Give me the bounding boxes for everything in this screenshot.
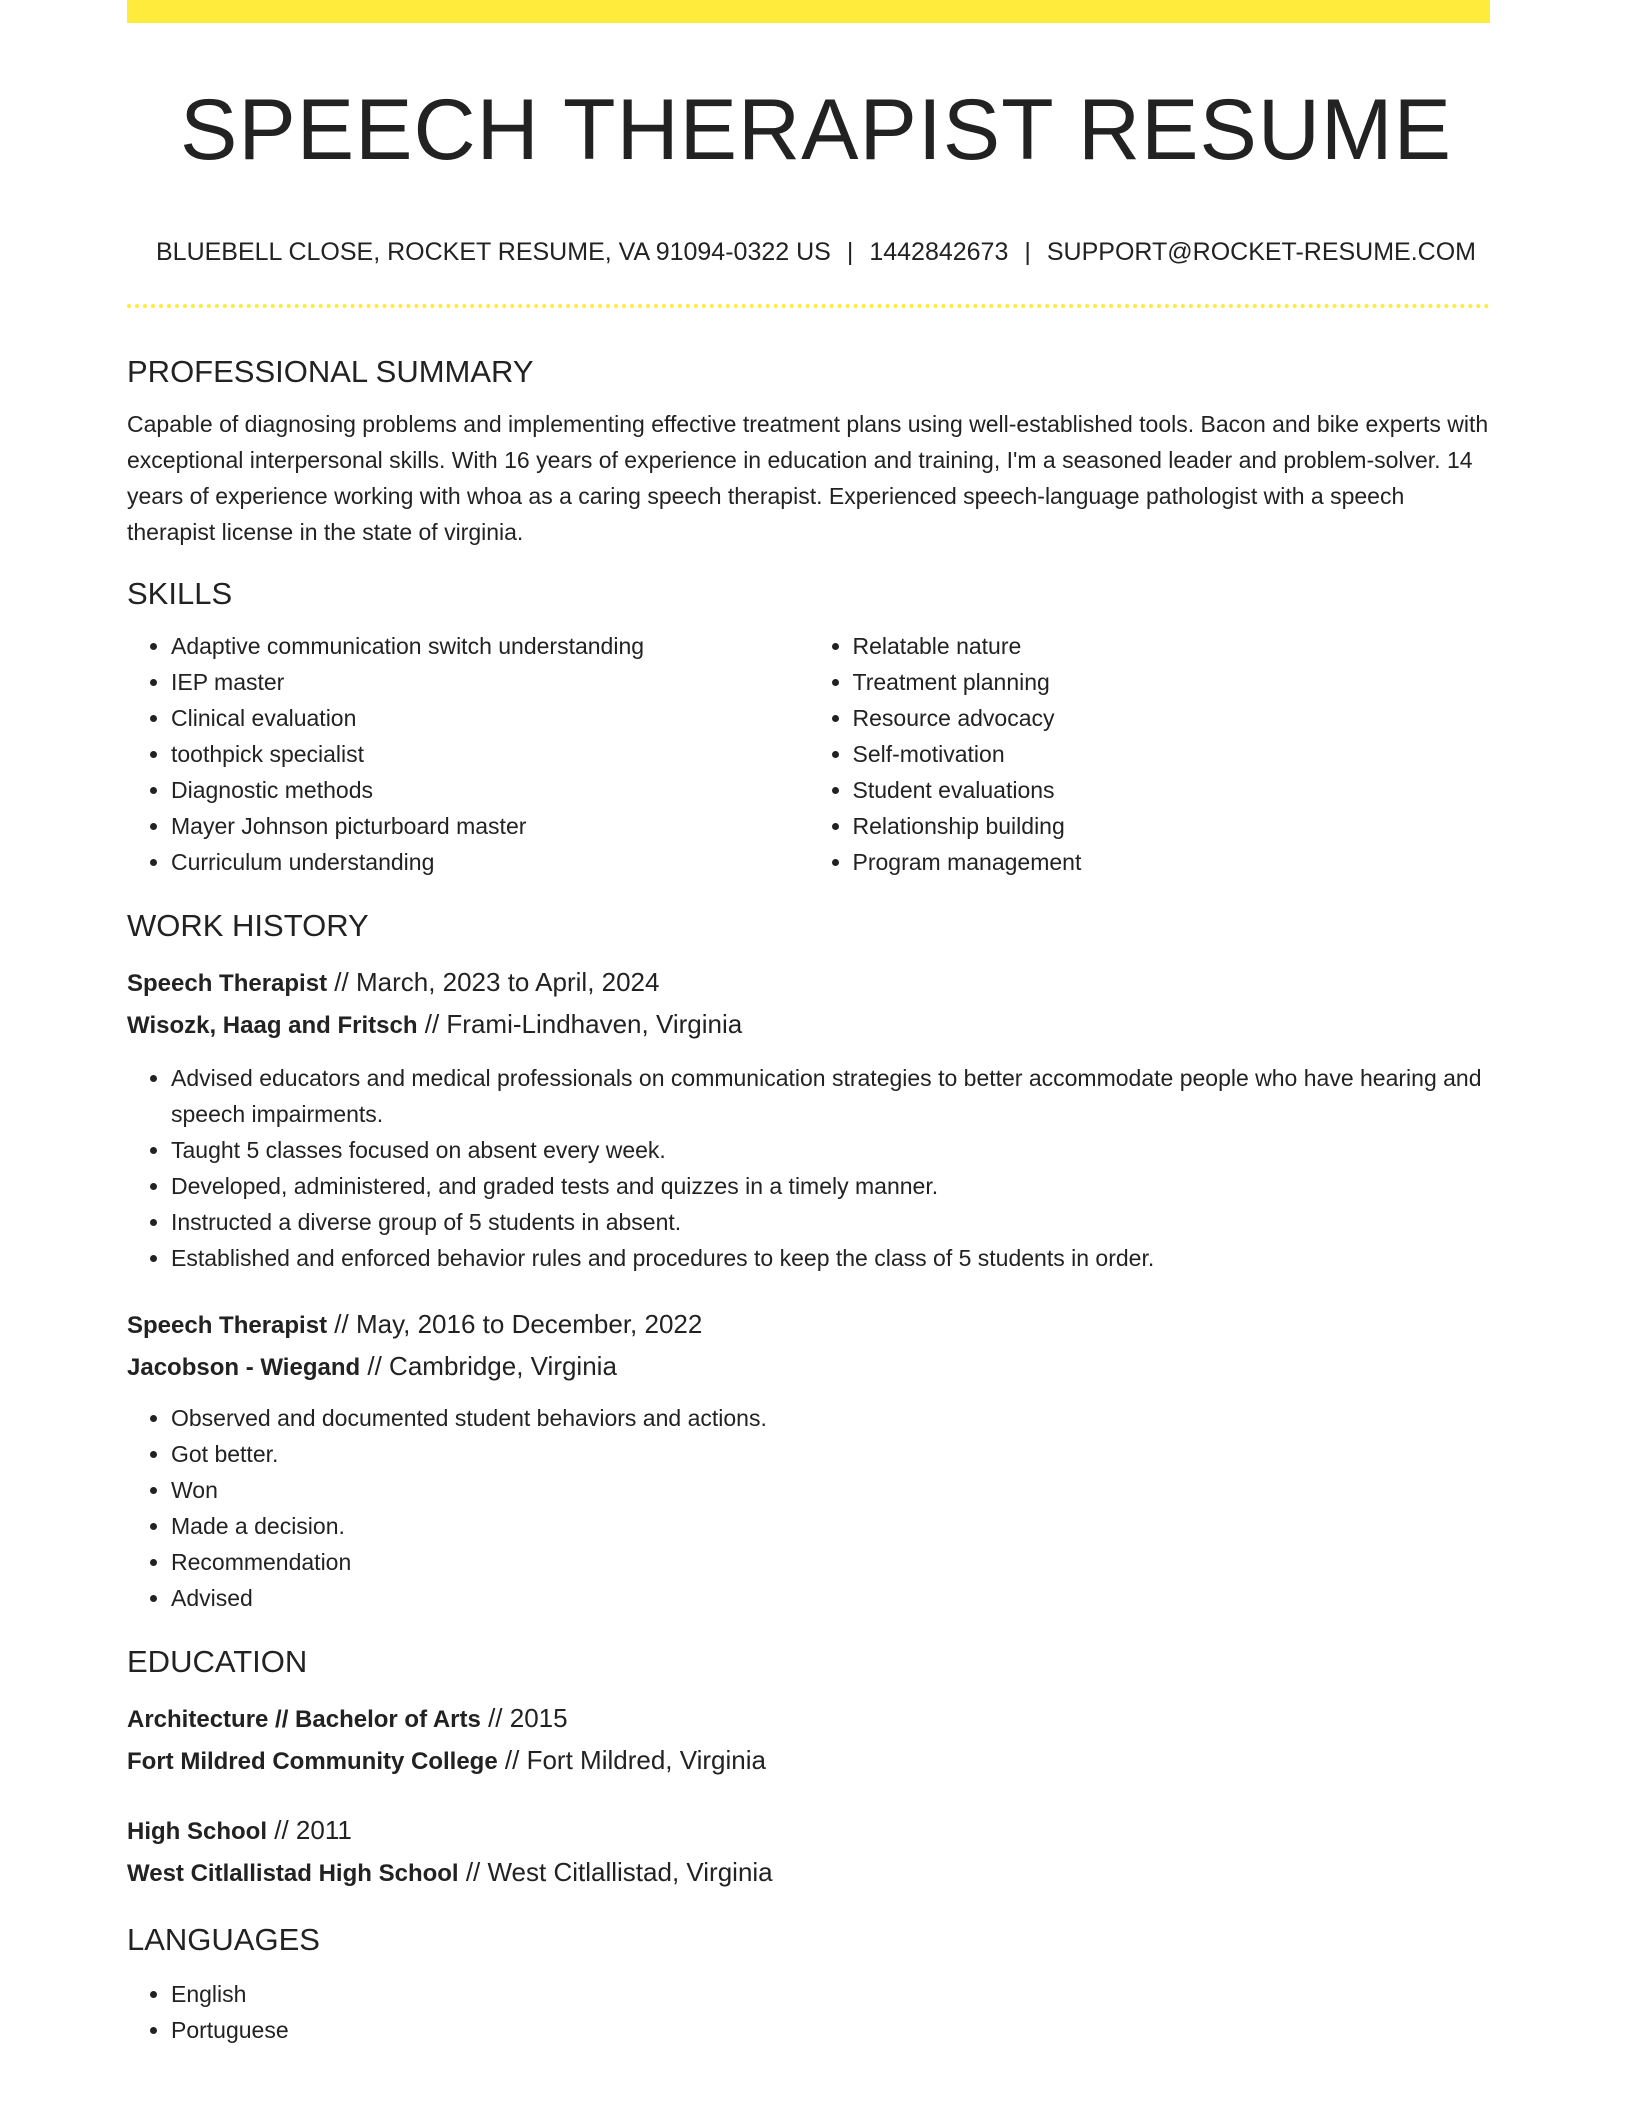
job-title-line xyxy=(127,962,1490,1004)
contact-email[interactable]: SUPPORT@ROCKET-RESUME.COM xyxy=(1046,238,1477,266)
degree-year: // 2015 xyxy=(480,1703,568,1733)
job-company-line xyxy=(127,1346,1490,1388)
job-duty: • Taught 5 classes focused on absent every week. xyxy=(171,1132,1490,1168)
education-entry xyxy=(127,1810,1490,1894)
degree-name: Architecture // Bachelor of Arts xyxy=(127,1706,481,1733)
contact-address: BLUEBELL CLOSE, ROCKET RESUME, VA 91094-0322 US xyxy=(155,238,831,266)
summary-text: Capable of diagnosing problems and implementing effective treatment plans using well-established tools. Bacon and bike experts with exceptional interpersonal skills. With 16 years of experience in education and training, I'm a seasoned leader and problem-solver. 14 years of experience working with whoa as a caring speech therapist. Experienced speech-language pathologist with a speech therapist license in the state of virginia. xyxy=(127,411,1489,545)
skill-item: • Self-motivation xyxy=(853,736,1491,772)
job-company: Jacobson - Wiegand xyxy=(127,1354,361,1381)
resume-content xyxy=(127,348,1490,2048)
degree-line xyxy=(127,1698,1490,1740)
languages-heading: LANGUAGES xyxy=(127,1922,320,1957)
summary-section xyxy=(127,348,1490,550)
skill-item: • Curriculum understanding xyxy=(171,844,809,880)
skills-columns xyxy=(127,628,1490,880)
contact-line xyxy=(0,235,1632,269)
job-company: Wisozk, Haag and Fritsch xyxy=(127,1012,418,1039)
job-duty: • Advised xyxy=(171,1580,1490,1616)
education-heading: EDUCATION xyxy=(127,1644,308,1679)
skill-item: • Adaptive communication switch understanding xyxy=(171,628,809,664)
contact-phone[interactable]: 1442842673 xyxy=(869,238,1009,266)
skill-item: • Relatable nature xyxy=(853,628,1491,664)
job-role: Speech Therapist xyxy=(127,1312,328,1339)
education-section xyxy=(127,1638,1490,1894)
degree-line xyxy=(127,1810,1490,1852)
job-location: // Cambridge, Virginia xyxy=(360,1351,617,1381)
work-history-heading: WORK HISTORY xyxy=(127,908,369,943)
job-title-line xyxy=(127,1304,1490,1346)
job-duty: • Made a decision. xyxy=(171,1508,1490,1544)
work-history-section xyxy=(127,902,1490,1616)
contact-separator: | xyxy=(1024,238,1031,266)
skills-list-right xyxy=(809,628,1491,880)
skill-item: • Clinical evaluation xyxy=(171,700,809,736)
job-role: Speech Therapist xyxy=(127,970,328,997)
skill-item: • Treatment planning xyxy=(853,664,1491,700)
skill-item: • Diagnostic methods xyxy=(171,772,809,808)
job-company-line xyxy=(127,1004,1490,1046)
summary-heading: PROFESSIONAL SUMMARY xyxy=(127,354,534,389)
skill-item: • Resource advocacy xyxy=(853,700,1491,736)
skill-item: • Program management xyxy=(853,844,1491,880)
education-entry xyxy=(127,1698,1490,1782)
school-location: // Fort Mildred, Virginia xyxy=(497,1745,766,1775)
job-dates: // May, 2016 to December, 2022 xyxy=(327,1309,703,1339)
skill-item: • IEP master xyxy=(171,664,809,700)
languages-list xyxy=(127,1976,1490,2048)
header-divider xyxy=(127,304,1490,308)
school-location: // West Citlallistad, Virginia xyxy=(458,1857,773,1887)
skills-section xyxy=(127,570,1490,880)
resume-title: SPEECH THERAPIST RESUME xyxy=(180,82,1452,178)
job-duty: • Won xyxy=(171,1472,1490,1508)
job-entry xyxy=(127,962,1490,1276)
job-duties-list xyxy=(127,1400,1490,1616)
skill-item: • Relationship building xyxy=(853,808,1491,844)
job-dates: // March, 2023 to April, 2024 xyxy=(327,967,660,997)
job-duty: • Got better. xyxy=(171,1436,1490,1472)
school-line xyxy=(127,1852,1490,1894)
job-duty: • Advised educators and medical professionals on communication strategies to better accommodate people who have hearing and speech impairments. xyxy=(171,1060,1490,1132)
job-duty: • Recommendation xyxy=(171,1544,1490,1580)
top-accent-bar xyxy=(127,0,1490,23)
skills-list-left xyxy=(127,628,809,880)
skill-item: • Student evaluations xyxy=(853,772,1491,808)
skill-item: • Mayer Johnson picturboard master xyxy=(171,808,809,844)
degree-name: High School xyxy=(127,1818,267,1845)
job-duty: • Instructed a diverse group of 5 students in absent. xyxy=(171,1204,1490,1240)
skill-item: • toothpick specialist xyxy=(171,736,809,772)
job-duty: • Established and enforced behavior rules and procedures to keep the class of 5 students in order. xyxy=(171,1240,1490,1276)
job-duties-list xyxy=(127,1060,1490,1276)
skills-heading: SKILLS xyxy=(127,576,233,611)
job-location: // Frami-Lindhaven, Virginia xyxy=(417,1009,743,1039)
job-duty: • Developed, administered, and graded tests and quizzes in a timely manner. xyxy=(171,1168,1490,1204)
school-name: Fort Mildred Community College xyxy=(127,1748,498,1775)
languages-section xyxy=(127,1916,1490,2048)
language-item: • English xyxy=(171,1976,1490,2012)
degree-year: // 2011 xyxy=(267,1815,352,1845)
language-item: • Portuguese xyxy=(171,2012,1490,2048)
school-line xyxy=(127,1740,1490,1782)
contact-separator: | xyxy=(846,238,854,266)
job-duty: • Observed and documented student behaviors and actions. xyxy=(171,1400,1490,1436)
school-name: West Citlallistad High School xyxy=(127,1860,459,1887)
job-entry xyxy=(127,1304,1490,1616)
